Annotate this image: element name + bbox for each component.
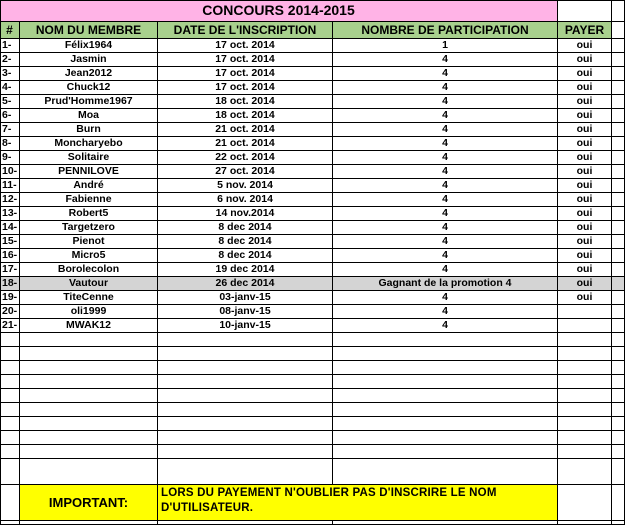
row-num[interactable]: 2- <box>0 53 20 67</box>
empty-cell[interactable] <box>612 95 625 109</box>
empty-cell[interactable] <box>0 445 20 459</box>
empty-cell[interactable] <box>612 305 625 319</box>
empty-cell[interactable] <box>612 485 625 521</box>
empty-cell[interactable] <box>333 521 558 525</box>
member-name[interactable]: Pienot <box>20 235 158 249</box>
empty-cell[interactable] <box>20 417 158 431</box>
empty-cell[interactable] <box>612 67 625 81</box>
empty-cell[interactable] <box>612 431 625 445</box>
participation-count[interactable]: 4 <box>333 81 558 95</box>
empty-cell[interactable] <box>558 521 612 525</box>
inscription-date[interactable]: 03-janv-15 <box>158 291 333 305</box>
empty-cell[interactable] <box>158 403 333 417</box>
participation-count[interactable]: 4 <box>333 67 558 81</box>
inscription-date[interactable]: 18 oct. 2014 <box>158 95 333 109</box>
participation-count[interactable]: 4 <box>333 95 558 109</box>
participation-count[interactable]: 4 <box>333 179 558 193</box>
empty-cell[interactable] <box>333 403 558 417</box>
participation-count[interactable]: 4 <box>333 123 558 137</box>
empty-cell[interactable] <box>333 445 558 459</box>
empty-cell[interactable] <box>158 361 333 375</box>
member-name[interactable]: Chuck12 <box>20 81 158 95</box>
header-empty-cell[interactable] <box>612 22 625 39</box>
empty-cell[interactable] <box>558 361 612 375</box>
row-num[interactable]: 20- <box>0 305 20 319</box>
member-name[interactable]: Jean2012 <box>20 67 158 81</box>
inscription-date[interactable]: 08-janv-15 <box>158 305 333 319</box>
empty-cell[interactable] <box>612 459 625 485</box>
empty-cell[interactable] <box>612 347 625 361</box>
empty-cell[interactable] <box>558 389 612 403</box>
participation-count[interactable]: 4 <box>333 305 558 319</box>
empty-cell[interactable] <box>0 403 20 417</box>
payer-status[interactable]: oui <box>558 235 612 249</box>
sheet-title[interactable]: CONCOURS 2014-2015 <box>0 0 558 22</box>
empty-cell[interactable] <box>158 333 333 347</box>
member-name[interactable]: MWAK12 <box>20 319 158 333</box>
header-participation[interactable]: NOMBRE DE PARTICIPATION <box>333 22 558 39</box>
member-name[interactable]: Borolecolon <box>20 263 158 277</box>
header-num[interactable]: # <box>0 22 20 39</box>
empty-cell[interactable] <box>333 431 558 445</box>
member-name[interactable]: André <box>20 179 158 193</box>
member-name[interactable]: Solitaire <box>20 151 158 165</box>
member-name[interactable]: Prud'Homme1967 <box>20 95 158 109</box>
empty-cell[interactable] <box>612 151 625 165</box>
empty-cell[interactable] <box>612 521 625 525</box>
empty-cell[interactable] <box>612 445 625 459</box>
inscription-date[interactable]: 21 oct. 2014 <box>158 123 333 137</box>
empty-cell[interactable] <box>158 431 333 445</box>
empty-cell[interactable] <box>20 347 158 361</box>
participation-count[interactable]: 4 <box>333 221 558 235</box>
participation-count[interactable]: 4 <box>333 151 558 165</box>
member-name[interactable]: Moa <box>20 109 158 123</box>
inscription-date[interactable]: 22 oct. 2014 <box>158 151 333 165</box>
empty-cell[interactable] <box>0 459 20 485</box>
row-num[interactable]: 5- <box>0 95 20 109</box>
empty-cell[interactable] <box>0 485 20 521</box>
empty-cell[interactable] <box>20 403 158 417</box>
empty-cell[interactable] <box>612 375 625 389</box>
participation-count[interactable]: 4 <box>333 319 558 333</box>
empty-cell[interactable] <box>612 361 625 375</box>
member-name[interactable]: Robert5 <box>20 207 158 221</box>
empty-cell[interactable] <box>612 109 625 123</box>
header-member[interactable]: NOM DU MEMBRE <box>20 22 158 39</box>
participation-count[interactable]: 4 <box>333 291 558 305</box>
row-num[interactable]: 18- <box>0 277 20 291</box>
empty-cell[interactable] <box>333 347 558 361</box>
participation-count[interactable]: 4 <box>333 235 558 249</box>
inscription-date[interactable]: 27 oct. 2014 <box>158 165 333 179</box>
participation-count[interactable]: 4 <box>333 109 558 123</box>
member-name[interactable]: Jasmin <box>20 53 158 67</box>
participation-count[interactable]: Gagnant de la promotion 4 <box>333 277 558 291</box>
important-note[interactable]: LORS DU PAYEMENT N'OUBLIER PAS D'INSCRIRE LE NOM D'UTILISATEUR. <box>158 485 558 521</box>
empty-cell[interactable] <box>158 445 333 459</box>
payer-status[interactable]: oui <box>558 81 612 95</box>
empty-cell[interactable] <box>20 389 158 403</box>
payer-status[interactable]: oui <box>558 277 612 291</box>
payer-status[interactable]: oui <box>558 249 612 263</box>
empty-cell[interactable] <box>612 207 625 221</box>
empty-cell[interactable] <box>333 417 558 431</box>
row-num[interactable]: 6- <box>0 109 20 123</box>
payer-status[interactable] <box>558 319 612 333</box>
member-name[interactable]: TiteCenne <box>20 291 158 305</box>
empty-cell[interactable] <box>0 431 20 445</box>
empty-cell[interactable] <box>612 263 625 277</box>
empty-cell[interactable] <box>0 389 20 403</box>
empty-cell[interactable] <box>612 179 625 193</box>
empty-cell[interactable] <box>0 333 20 347</box>
row-num[interactable]: 8- <box>0 137 20 151</box>
empty-cell[interactable] <box>20 333 158 347</box>
row-num[interactable]: 1- <box>0 39 20 53</box>
title-empty-cell[interactable] <box>558 0 612 22</box>
empty-cell[interactable] <box>158 521 333 525</box>
empty-cell[interactable] <box>612 193 625 207</box>
payer-status[interactable]: oui <box>558 53 612 67</box>
empty-cell[interactable] <box>20 459 158 485</box>
empty-cell[interactable] <box>20 445 158 459</box>
payer-status[interactable]: oui <box>558 67 612 81</box>
inscription-date[interactable]: 18 oct. 2014 <box>158 109 333 123</box>
member-name[interactable]: oli1999 <box>20 305 158 319</box>
empty-cell[interactable] <box>558 403 612 417</box>
empty-cell[interactable] <box>558 485 612 521</box>
empty-cell[interactable] <box>0 347 20 361</box>
empty-cell[interactable] <box>558 375 612 389</box>
title-empty-cell-2[interactable] <box>612 0 625 22</box>
payer-status[interactable]: oui <box>558 291 612 305</box>
inscription-date[interactable]: 26 dec 2014 <box>158 277 333 291</box>
row-num[interactable]: 7- <box>0 123 20 137</box>
row-num[interactable]: 10- <box>0 165 20 179</box>
empty-cell[interactable] <box>558 431 612 445</box>
empty-cell[interactable] <box>558 459 612 485</box>
payer-status[interactable]: oui <box>558 151 612 165</box>
empty-cell[interactable] <box>612 53 625 67</box>
payer-status[interactable]: oui <box>558 193 612 207</box>
inscription-date[interactable]: 6 nov. 2014 <box>158 193 333 207</box>
empty-cell[interactable] <box>612 333 625 347</box>
row-num[interactable]: 4- <box>0 81 20 95</box>
payer-status[interactable]: oui <box>558 109 612 123</box>
inscription-date[interactable]: 17 oct. 2014 <box>158 81 333 95</box>
participation-count[interactable]: 4 <box>333 53 558 67</box>
participation-count[interactable]: 4 <box>333 207 558 221</box>
empty-cell[interactable] <box>158 347 333 361</box>
empty-cell[interactable] <box>158 417 333 431</box>
empty-cell[interactable] <box>20 361 158 375</box>
empty-cell[interactable] <box>0 521 20 525</box>
row-num[interactable]: 16- <box>0 249 20 263</box>
empty-cell[interactable] <box>612 403 625 417</box>
row-num[interactable]: 15- <box>0 235 20 249</box>
member-name[interactable]: Fabienne <box>20 193 158 207</box>
empty-cell[interactable] <box>333 389 558 403</box>
empty-cell[interactable] <box>333 459 558 485</box>
inscription-date[interactable]: 17 oct. 2014 <box>158 53 333 67</box>
inscription-date[interactable]: 14 nov.2014 <box>158 207 333 221</box>
empty-cell[interactable] <box>558 417 612 431</box>
empty-cell[interactable] <box>612 39 625 53</box>
member-name[interactable]: PENNILOVE <box>20 165 158 179</box>
participation-count[interactable]: 4 <box>333 193 558 207</box>
empty-cell[interactable] <box>0 361 20 375</box>
empty-cell[interactable] <box>558 333 612 347</box>
empty-cell[interactable] <box>333 375 558 389</box>
inscription-date[interactable]: 19 dec 2014 <box>158 263 333 277</box>
important-label[interactable]: IMPORTANT: <box>20 485 158 521</box>
empty-cell[interactable] <box>612 291 625 305</box>
payer-status[interactable]: oui <box>558 263 612 277</box>
payer-status[interactable]: oui <box>558 207 612 221</box>
member-name[interactable]: Micro5 <box>20 249 158 263</box>
row-num[interactable]: 11- <box>0 179 20 193</box>
row-num[interactable]: 21- <box>0 319 20 333</box>
participation-count[interactable]: 4 <box>333 165 558 179</box>
participation-count[interactable]: 4 <box>333 263 558 277</box>
inscription-date[interactable]: 17 oct. 2014 <box>158 67 333 81</box>
participation-count[interactable]: 1 <box>333 39 558 53</box>
empty-cell[interactable] <box>612 81 625 95</box>
row-num[interactable]: 19- <box>0 291 20 305</box>
empty-cell[interactable] <box>612 221 625 235</box>
empty-cell[interactable] <box>612 249 625 263</box>
member-name[interactable]: Targetzero <box>20 221 158 235</box>
member-name[interactable]: Moncharyebo <box>20 137 158 151</box>
row-num[interactable]: 12- <box>0 193 20 207</box>
empty-cell[interactable] <box>20 521 158 525</box>
inscription-date[interactable]: 17 oct. 2014 <box>158 39 333 53</box>
payer-status[interactable]: oui <box>558 39 612 53</box>
empty-cell[interactable] <box>158 389 333 403</box>
row-num[interactable]: 13- <box>0 207 20 221</box>
empty-cell[interactable] <box>612 137 625 151</box>
payer-status[interactable]: oui <box>558 95 612 109</box>
empty-cell[interactable] <box>333 333 558 347</box>
empty-cell[interactable] <box>612 165 625 179</box>
empty-cell[interactable] <box>158 459 333 485</box>
empty-cell[interactable] <box>20 431 158 445</box>
empty-cell[interactable] <box>20 375 158 389</box>
inscription-date[interactable]: 10-janv-15 <box>158 319 333 333</box>
empty-cell[interactable] <box>612 389 625 403</box>
payer-status[interactable]: oui <box>558 179 612 193</box>
participation-count[interactable]: 4 <box>333 137 558 151</box>
empty-cell[interactable] <box>0 417 20 431</box>
row-num[interactable]: 9- <box>0 151 20 165</box>
row-num[interactable]: 14- <box>0 221 20 235</box>
inscription-date[interactable]: 5 nov. 2014 <box>158 179 333 193</box>
empty-cell[interactable] <box>612 277 625 291</box>
inscription-date[interactable]: 8 dec 2014 <box>158 221 333 235</box>
inscription-date[interactable]: 21 oct. 2014 <box>158 137 333 151</box>
empty-cell[interactable] <box>612 123 625 137</box>
empty-cell[interactable] <box>612 235 625 249</box>
payer-status[interactable]: oui <box>558 137 612 151</box>
member-name[interactable]: Burn <box>20 123 158 137</box>
inscription-date[interactable]: 8 dec 2014 <box>158 235 333 249</box>
empty-cell[interactable] <box>158 375 333 389</box>
empty-cell[interactable] <box>558 445 612 459</box>
row-num[interactable]: 17- <box>0 263 20 277</box>
payer-status[interactable]: oui <box>558 221 612 235</box>
inscription-date[interactable]: 8 dec 2014 <box>158 249 333 263</box>
header-date[interactable]: DATE DE L'INSCRIPTION <box>158 22 333 39</box>
row-num[interactable]: 3- <box>0 67 20 81</box>
empty-cell[interactable] <box>333 361 558 375</box>
member-name[interactable]: Vautour <box>20 277 158 291</box>
member-name[interactable]: Félix1964 <box>20 39 158 53</box>
payer-status[interactable]: oui <box>558 123 612 137</box>
participation-count[interactable]: 4 <box>333 249 558 263</box>
empty-cell[interactable] <box>0 375 20 389</box>
empty-cell[interactable] <box>612 319 625 333</box>
empty-cell[interactable] <box>558 347 612 361</box>
payer-status[interactable] <box>558 305 612 319</box>
header-payer[interactable]: PAYER <box>558 22 612 39</box>
payer-status[interactable]: oui <box>558 165 612 179</box>
empty-cell[interactable] <box>612 417 625 431</box>
